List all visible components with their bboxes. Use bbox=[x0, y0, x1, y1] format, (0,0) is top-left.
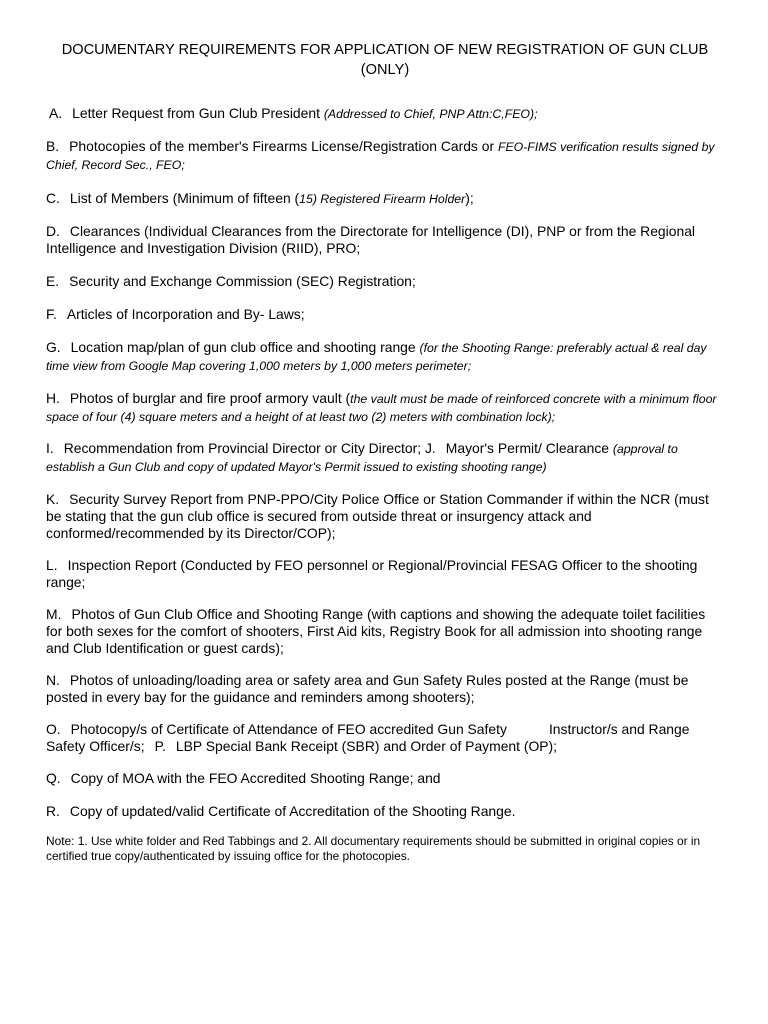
requirement-e-text: Security and Exchange Commission (SEC) Registration; bbox=[69, 273, 416, 289]
requirement-b-text: Photocopies of the member's Firearms License/Registration Cards or bbox=[69, 138, 498, 154]
requirement-k bbox=[46, 491, 724, 542]
requirement-k-letter: K. bbox=[46, 491, 60, 507]
requirement-i-j bbox=[46, 440, 724, 476]
requirement-a bbox=[46, 105, 724, 123]
requirement-n bbox=[46, 672, 724, 706]
requirement-r-letter: R. bbox=[46, 803, 60, 819]
requirement-m-text: Photos of Gun Club Office and Shooting Range (with captions and showing the adequate toilet facilities for both sexes for the comfort of shooters, First Aid kits, Registry Book for all admission into shooting range and Club Identification or guest cards); bbox=[46, 606, 706, 656]
requirement-o-text-2: Instructor/s and Range Safety Officer/s; bbox=[46, 721, 690, 754]
requirement-h-letter: H. bbox=[46, 390, 60, 406]
requirement-f-text: Articles of Incorporation and By- Laws; bbox=[66, 306, 305, 322]
requirement-i-text: Recommendation from Provincial Director or City Director; bbox=[63, 440, 425, 456]
requirement-a-text: Letter Request from Gun Club President bbox=[72, 105, 324, 121]
requirement-i-letter: I. bbox=[46, 440, 54, 456]
requirement-a-italic: (Addressed to Chief, PNP Attn:C,FEO); bbox=[323, 107, 538, 121]
requirement-b-letter: B. bbox=[46, 138, 60, 154]
requirement-q bbox=[46, 770, 724, 787]
requirement-b-italic: FEO-FIMS verification results signed by Chief, Record Sec., FEO; bbox=[46, 140, 715, 172]
requirement-j-text: Mayor's Permit/ Clearance bbox=[445, 440, 613, 456]
requirement-l-letter: L. bbox=[46, 557, 58, 573]
document-title bbox=[46, 40, 724, 80]
requirement-e-letter: E. bbox=[46, 273, 60, 289]
requirement-c bbox=[46, 190, 724, 208]
requirement-r bbox=[46, 803, 724, 820]
requirement-h-italic: the vault must be made of reinforced concrete with a minimum floor space of four (4) square meters and a height of at least two (2) meters with combination lock); bbox=[46, 392, 717, 424]
requirement-q-letter: Q. bbox=[46, 770, 61, 786]
requirement-m bbox=[46, 606, 724, 657]
requirement-d-letter: D. bbox=[46, 223, 60, 239]
requirement-j-italic: (approval to establish a Gun Club and copy of updated Mayor's Permit issued to existing shooting range) bbox=[46, 442, 678, 474]
requirement-l-text: Inspection Report (Conducted by FEO personnel or Regional/Provincial FESAG Officer to the shooting range; bbox=[46, 557, 698, 590]
requirement-p-text: LBP Special Bank Receipt (SBR) and Order of Payment (OP); bbox=[175, 738, 558, 754]
requirement-g-italic: (for the Shooting Range: preferably actual & real day time view from Google Map covering 1,000 meters by 1,000 meters perimeter; bbox=[46, 341, 707, 373]
requirement-k-text: Security Survey Report from PNP-PPO/City Police Office or Station Commander if within the NCR (must be stating that the gun club office is secured from outside threat or insurgency attack and conformed/recommended by its Director/COP); bbox=[46, 491, 709, 541]
requirement-f bbox=[46, 306, 724, 323]
title-line-2: (ONLY) bbox=[360, 62, 410, 78]
requirement-h bbox=[46, 390, 724, 426]
requirement-n-text: Photos of unloading/loading area or safety area and Gun Safety Rules posted at the Range (must be posted in every bay for the guidance and reminders among shooters); bbox=[46, 672, 689, 705]
requirement-g bbox=[46, 339, 724, 375]
requirement-c-text: List of Members (Minimum of fifteen ( bbox=[69, 190, 300, 206]
requirement-a-letter: A. bbox=[49, 105, 63, 121]
requirement-h-text: Photos of burglar and fire proof armory vault ( bbox=[69, 390, 351, 406]
requirement-c-letter: C. bbox=[46, 190, 60, 206]
requirement-o-p bbox=[46, 721, 724, 755]
requirement-d-text: Clearances (Individual Clearances from the Directorate for Intelligence (DI), PNP or from the Regional Intelligence and Investigation Division (RIID), PRO; bbox=[46, 223, 696, 256]
requirement-o-text: Photocopy/s of Certificate of Attendance of FEO accredited Gun Safety bbox=[70, 721, 507, 737]
requirement-e bbox=[46, 273, 724, 290]
requirement-d bbox=[46, 223, 724, 257]
requirement-g-text: Location map/plan of gun club office and shooting range bbox=[70, 339, 420, 355]
requirement-f-letter: F. bbox=[46, 306, 57, 322]
requirement-j-letter: J. bbox=[424, 440, 436, 456]
requirement-p-letter: P. bbox=[154, 738, 166, 754]
requirement-r-text: Copy of updated/valid Certificate of Accreditation of the Shooting Range. bbox=[69, 803, 516, 819]
requirement-n-letter: N. bbox=[46, 672, 60, 688]
requirement-b bbox=[46, 138, 724, 174]
requirement-q-text: Copy of MOA with the FEO Accredited Shooting Range; and bbox=[70, 770, 441, 786]
requirement-m-letter: M. bbox=[46, 606, 62, 622]
requirement-c-text-after: ); bbox=[465, 190, 474, 206]
requirement-l bbox=[46, 557, 724, 591]
note: Note: 1. Use white folder and Red Tabbings and 2. All documentary requirements should be submitted in original copies or in certified true copy/authenticated by issuing office for the photocopies. bbox=[46, 834, 701, 863]
title-line-1: DOCUMENTARY REQUIREMENTS FOR APPLICATION OF NEW REGISTRATION OF GUN CLUB bbox=[61, 42, 709, 58]
requirement-g-letter: G. bbox=[46, 339, 61, 355]
requirement-c-italic: 15) Registered Firearm Holder bbox=[299, 192, 466, 206]
requirement-o-letter: O. bbox=[46, 721, 61, 737]
